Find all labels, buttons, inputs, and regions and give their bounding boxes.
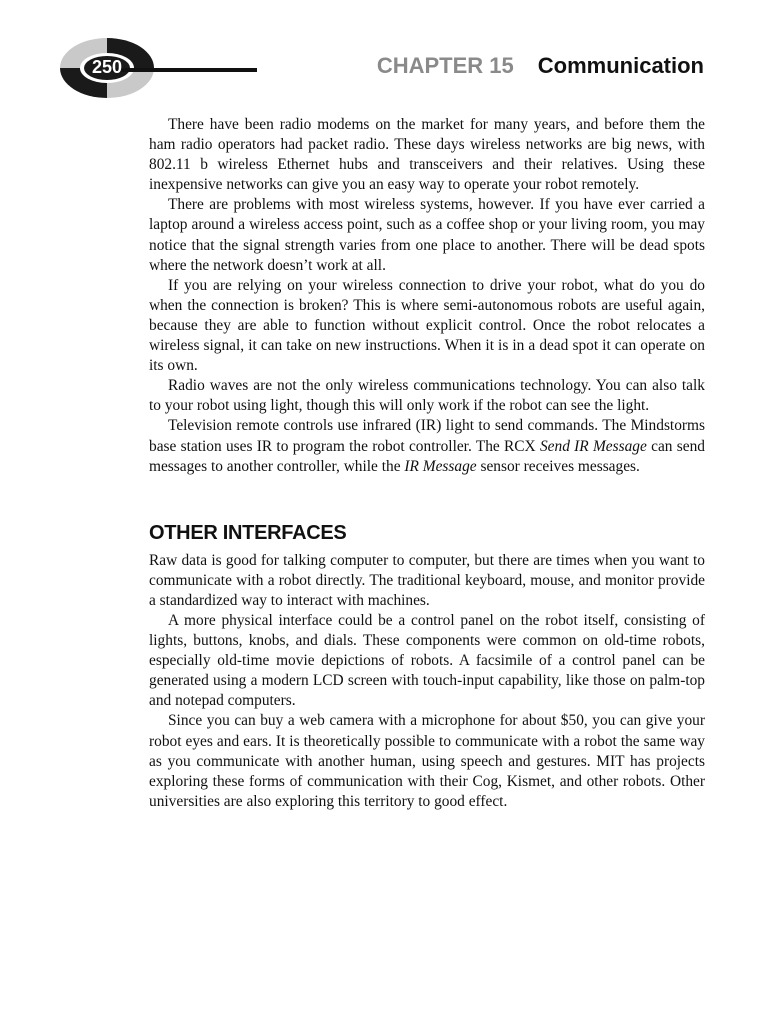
send-ir-message-term: Send IR Message [539, 437, 647, 455]
paragraph-semi-autonomous: If you are relying on your wireless connection to drive your robot, what do you do when the connection is broken? This is where semi-autonomous robots are useful again, because they are able to function without explicit control. Once the robot relocates a wireless signal, it can take on new instructions. When it is in a dead spot it can operate on its own. [149, 276, 705, 375]
ir-message-term: IR Message [404, 457, 477, 475]
section-heading: OTHER INTERFACES [149, 521, 347, 544]
ir-text-2: can send messages to another controller, while the [149, 437, 705, 475]
chapter-title: Communication [537, 53, 704, 78]
paragraph-raw-data: Raw data is good for talking computer to computer, but there are times when you want to communicate with a robot directly. The traditional keyboard, mouse, and monitor provide a standardized way to interact with machines. [149, 551, 705, 609]
ir-text-1: Television remote controls use infrared (IR) light to send commands. The Mindstorms base station uses IR to program the robot controller. The RCX [149, 417, 705, 455]
paragraph-infrared [149, 416, 705, 476]
paragraph-wireless-problems: There are problems with most wireless systems, however. If you have ever carried a laptop around a wireless access point, such as a coffee shop or your living room, you may notice that the signal strength varies from one place to another. There will be dead spots where the network doesn’t work at all. [149, 196, 705, 274]
paragraph-radio-modems: There have been radio modems on the market for many years, and before them the ham radio operators had packet radio. These days wireless networks are big news, with 802.11 b wireless Ethernet hubs and transceivers and their relatives. Using these inexpensive networks can give you an easy way to operate your robot remotely. [149, 116, 705, 194]
paragraph-control-panel: A more physical interface could be a control panel on the robot itself, consisting of lights, buttons, knobs, and dials. These components were common on old-time robots, especially old-time movie depictions of robots. A facsimile of a control panel can be generated using a modern LCD screen with touch-input capability, like those on palm-top and notepad computers. [149, 611, 705, 710]
page-number: 250 [91, 57, 123, 77]
chapter-label: CHAPTER 15 [376, 53, 514, 78]
paragraph-web-camera: Since you can buy a web camera with a microphone for about $50, you can give your robot eyes and ears. It is theoretically possible to communicate with a robot the same way as you communicate with another human, using speech and gestures. MIT has projects exploring these forms of communication with their Cog, Kismet, and other robots. Other universities are also exploring this territory to good effect. [149, 712, 705, 810]
ir-text-3: sensor receives messages. [476, 457, 640, 475]
page-body [149, 115, 705, 812]
paragraph-light-communication: Radio waves are not the only wireless communications technology. You can also talk to your robot using light, though this will only work if the robot can see the light. [149, 377, 705, 415]
running-head [377, 52, 704, 80]
